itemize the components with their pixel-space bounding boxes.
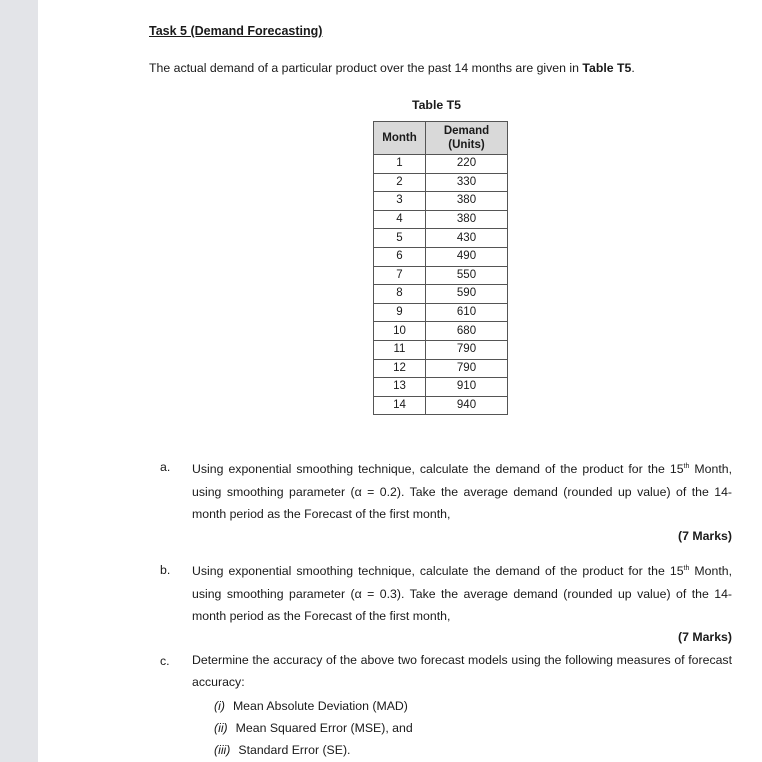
table-row	[374, 396, 508, 415]
month-cell: 10	[374, 322, 426, 341]
demand-cell: 380	[426, 192, 508, 211]
table-row	[374, 378, 508, 397]
question-b-marks: (7 Marks)	[678, 630, 732, 644]
question-b-text	[192, 558, 732, 627]
month-cell: 12	[374, 359, 426, 378]
month-cell: 9	[374, 303, 426, 322]
month-cell: 11	[374, 340, 426, 359]
demand-cell: 550	[426, 266, 508, 285]
table-header-row	[374, 122, 508, 155]
viewer-margin	[0, 0, 38, 762]
demand-cell: 680	[426, 322, 508, 341]
table-row	[374, 266, 508, 285]
measure-label: Mean Squared Error (MSE), and	[235, 721, 413, 735]
measure-num: (iii)	[214, 743, 231, 757]
intro-table-ref: Table T5	[582, 61, 632, 75]
table-row	[374, 155, 508, 174]
table-row	[374, 359, 508, 378]
month-cell: 6	[374, 247, 426, 266]
intro-text: The actual demand of a particular product over the past 14 months are given in	[149, 61, 583, 75]
question-c-text: Determine the accuracy of the above two forecast models using the following measures of forecast accuracy:	[192, 653, 732, 690]
demand-cell: 490	[426, 247, 508, 266]
question-b-sup: th	[683, 565, 690, 572]
table-row	[374, 173, 508, 192]
demand-cell: 790	[426, 359, 508, 378]
question-b-letter: b.	[160, 563, 171, 577]
task-title: Task 5 (Demand Forecasting)	[149, 24, 323, 38]
demand-cell: 790	[426, 340, 508, 359]
month-cell: 4	[374, 210, 426, 229]
table-row	[374, 247, 508, 266]
table-row	[374, 340, 508, 359]
question-b-rest: Month, using smoothing parameter (α = 0.3). Take the average demand (rounded up value) of the 14-month period as the Forecast of the first month,	[192, 564, 732, 623]
demand-cell: 910	[426, 378, 508, 397]
month-cell: 1	[374, 155, 426, 174]
question-c-letter: c.	[160, 654, 170, 668]
document-page	[38, 0, 762, 762]
header-month: Month	[374, 122, 426, 155]
question-a-rest: Month, using smoothing parameter (α = 0.2). Take the average demand (rounded up value) of the 14-month period as the Forecast of the first month,	[192, 462, 732, 521]
measure-label: Mean Absolute Deviation (MAD)	[232, 699, 408, 713]
month-cell: 13	[374, 378, 426, 397]
question-a-letter: a.	[160, 460, 171, 474]
measure-num: (ii)	[214, 721, 228, 735]
month-cell: 2	[374, 173, 426, 192]
table-row	[374, 303, 508, 322]
demand-cell: 430	[426, 229, 508, 248]
table-row	[374, 192, 508, 211]
question-a-text	[192, 456, 732, 525]
measure-num: (i)	[214, 699, 225, 713]
question-b-line1: Using exponential smoothing technique, calculate the demand of the product for the 15	[192, 564, 684, 579]
demand-cell: 220	[426, 155, 508, 174]
header-demand: Demand (Units)	[426, 122, 508, 155]
intro-end: .	[631, 61, 635, 75]
demand-cell: 330	[426, 173, 508, 192]
month-cell: 5	[374, 229, 426, 248]
intro-paragraph	[149, 61, 635, 75]
table-row	[374, 210, 508, 229]
measure-item	[214, 699, 408, 713]
demand-cell: 380	[426, 210, 508, 229]
demand-cell: 590	[426, 285, 508, 304]
table-caption: Table T5	[412, 98, 461, 112]
demand-table	[373, 121, 508, 415]
measure-item	[214, 721, 413, 735]
month-cell: 8	[374, 285, 426, 304]
question-a-marks: (7 Marks)	[678, 529, 732, 543]
table-row	[374, 229, 508, 248]
measure-item	[214, 743, 350, 757]
demand-cell: 610	[426, 303, 508, 322]
table-row	[374, 285, 508, 304]
question-a-sup: th	[683, 463, 690, 470]
month-cell: 14	[374, 396, 426, 415]
demand-cell: 940	[426, 396, 508, 415]
question-a-line1: Using exponential smoothing technique, calculate the demand of the product for the 15	[192, 462, 684, 477]
measure-label: Standard Error (SE).	[238, 743, 351, 757]
month-cell: 7	[374, 266, 426, 285]
month-cell: 3	[374, 192, 426, 211]
table-row	[374, 322, 508, 341]
